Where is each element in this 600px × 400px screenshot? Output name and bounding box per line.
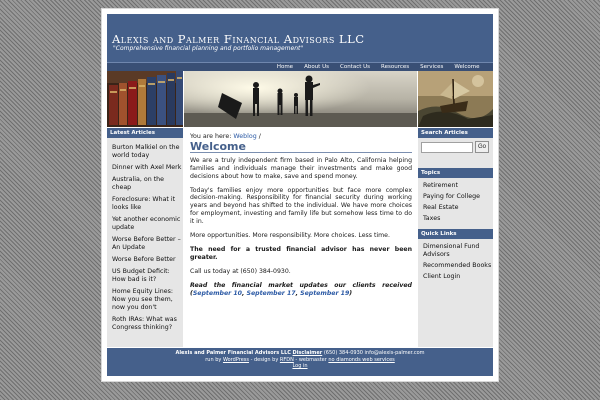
footer-webmaster: - webmaster [295, 356, 327, 363]
more-opportunities-paragraph: More opportunities. More responsibility. More choices. Less time. [190, 232, 390, 240]
main-nav [107, 62, 493, 71]
webmaster-link[interactable]: no diamonds web services [328, 356, 395, 363]
breadcrumb-separator: / [258, 133, 261, 140]
nav-home[interactable]: Home [276, 64, 294, 70]
right-sidebar [418, 128, 493, 347]
article-link[interactable]: Dinner with Axel Merk [112, 164, 182, 171]
wordpress-link[interactable]: WordPress [222, 356, 249, 363]
market-updates-text: Read the financial market updates our clients received [190, 281, 412, 289]
call-us-paragraph: Call us today at (650) 384-0930. [190, 267, 291, 275]
site-tagline: "Comprehensive financial planning and portfolio management" [113, 45, 304, 52]
article-link[interactable]: Foreclosure: What it looks like [112, 196, 176, 211]
main-content [190, 133, 412, 345]
books-banner-image [107, 71, 183, 127]
search-area [418, 138, 493, 168]
quick-link[interactable]: Dimensional Fund Advisors [423, 243, 480, 258]
paren-close: ) [349, 289, 353, 297]
september-10-link[interactable]: September 10 [192, 289, 242, 297]
footer-contact: (650) 384-0930 info@alexis-palmer.com [323, 350, 425, 356]
footer-run-by: run by [205, 356, 222, 363]
article-link[interactable]: Home Equity Lines: Now you see them, now you don't [112, 288, 174, 311]
article-link[interactable]: Yet another economic update [112, 216, 181, 231]
trusted-advisor-paragraph: The need for a trusted financial advisor has never been greater. [190, 245, 412, 261]
paren-open: ( [190, 289, 193, 297]
footer-design-by: - design by [250, 356, 279, 363]
login-link[interactable]: Log in [292, 363, 308, 369]
search-input[interactable] [421, 142, 473, 153]
footer-line-3 [107, 363, 493, 370]
footer-company: Alexis and Palmer Financial Advisors LLC [175, 350, 291, 356]
nav-about-us[interactable]: About Us [304, 64, 329, 70]
opportunities-paragraph: Today's families enjoy more opportunities but face more complex decision-making. Responsibility for financial security during working years and beyond has shifted to the individual. We have more choices for employment, investing and family life but somehow less time to do it in. [190, 186, 412, 226]
quick-links-list [418, 243, 493, 281]
ship-painting-image [418, 71, 493, 127]
market-updates-paragraph [190, 282, 412, 298]
site-title[interactable]: Alexis and Palmer Financial Advisors LLC [112, 32, 365, 46]
family-beach-image [184, 71, 417, 127]
topic-link[interactable]: Real Estate [423, 204, 459, 211]
site-header [107, 14, 493, 62]
article-link[interactable]: Worse Before Better – An Update [112, 236, 181, 251]
nav-resources[interactable]: Resources [381, 64, 410, 70]
nav-services[interactable]: Services [420, 64, 444, 70]
disclaimer-link[interactable]: Disclaimer [292, 350, 323, 356]
article-link[interactable]: Burton Malkiel on the world today [112, 144, 180, 159]
september-17-link[interactable]: September 17 [246, 289, 296, 297]
latest-articles-list [107, 144, 183, 332]
quick-link[interactable]: Recommended Books [423, 262, 492, 269]
quick-link[interactable]: Client Login [423, 273, 461, 280]
intro-paragraph: We are a truly independent firm based in Palo Alto, California helping families and individuals manage their investments and make good decisions about how to make, save and spend money. [190, 156, 412, 180]
latest-articles-heading: Latest Articles [107, 128, 183, 138]
article-link[interactable]: Australia, on the cheap [112, 176, 165, 191]
topic-link[interactable]: Taxes [423, 215, 441, 222]
topics-heading: Topics [418, 168, 493, 178]
breadcrumb-weblog-link[interactable]: Weblog [233, 133, 257, 140]
page-title: Welcome [190, 143, 412, 153]
topic-link[interactable]: Retirement [423, 182, 458, 189]
nav-welcome[interactable]: Welcome [454, 64, 480, 70]
footer-line-1 [107, 348, 493, 357]
breadcrumb-prefix: You are here: [190, 133, 232, 140]
link-separator: , [241, 289, 247, 297]
topic-link[interactable]: Paying for College [423, 193, 480, 200]
topics-list [418, 182, 493, 223]
article-link[interactable]: US Budget Deficit: How bad is it? [112, 268, 170, 283]
rfdn-link[interactable]: RFDN [279, 356, 294, 363]
search-articles-heading: Search Articles [418, 128, 493, 138]
left-sidebar [107, 128, 183, 347]
page-container [101, 8, 499, 382]
september-19-link[interactable]: September 19 [300, 289, 350, 297]
search-go-button[interactable]: Go [475, 141, 489, 153]
quick-links-heading: Quick Links [418, 229, 493, 239]
article-link[interactable]: Roth IRAs: What was Congress thinking? [112, 316, 177, 331]
link-separator: , [295, 289, 301, 297]
nav-contact-us[interactable]: Contact Us [339, 64, 371, 70]
site-footer [107, 348, 493, 376]
article-link[interactable]: Worse Before Better [112, 256, 176, 263]
